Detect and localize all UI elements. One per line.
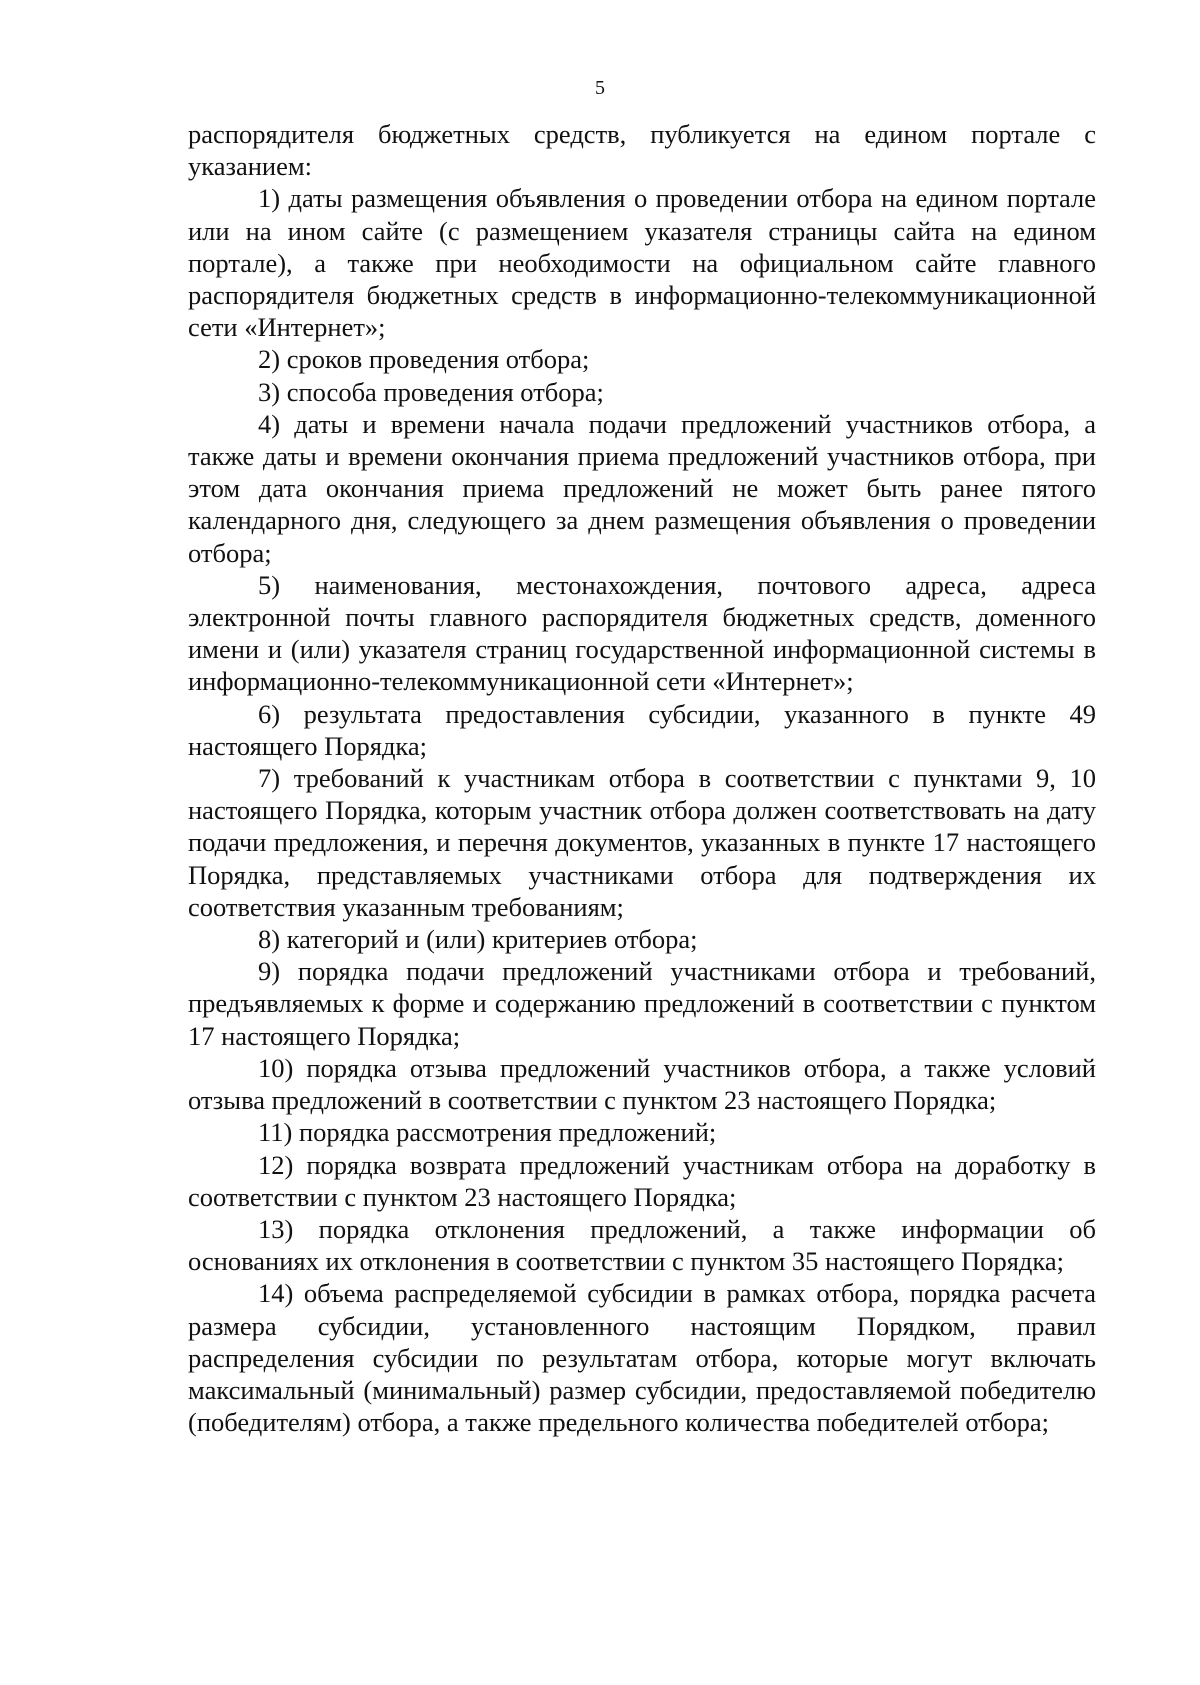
list-item-paragraph: 12) порядка возврата предложений участникам отбора на доработку в соответствии с пунктом 23 настоящего Порядка; bbox=[188, 1149, 1096, 1212]
list-item-paragraph: 6) результата предоставления субсидии, указанного в пункте 49 настоящего Порядка; bbox=[188, 698, 1096, 761]
list-item-paragraph: 7) требований к участникам отбора в соответствии с пунктами 9, 10 настоящего Порядка, которым участник отбора должен соответствовать на дату подачи предложения, и перечня документов, указанных в пункте 17 настоящего Порядка, представляемых участниками отбора для подтверждения их соответствия указанным требованиям; bbox=[188, 763, 1096, 922]
list-item-paragraph: 4) даты и времени начала подачи предложений участников отбора, а также даты и времени окончания приема предложений участников отбора, при этом дата окончания приема предложений не может быть ранее пятого календарного дня, следующего за днем размещения объявления о проведении отбора; bbox=[188, 408, 1096, 568]
list-item-paragraph: 13) порядка отклонения предложений, а также информации об основаниях их отклонения в соответствии с пунктом 35 настоящего Порядка; bbox=[188, 1213, 1096, 1277]
list-item-paragraph: 2) сроков проведения отбора; bbox=[258, 344, 590, 375]
list-item-paragraph: 1) даты размещения объявления о проведении отбора на едином портале или на ином сайте (с размещением указателя страницы сайта на едином портале), а также при необходимости на официальном сайте главного распорядителя бюджетных средств в информационно-телекоммуникационной сети «Интернет»; bbox=[188, 183, 1096, 343]
list-item-paragraph: 11) порядка рассмотрения предложений; bbox=[258, 1117, 717, 1148]
list-item-paragraph: 9) порядка подачи предложений участниками отбора и требований, предъявляемых к форме и содержанию предложений в соответствии с пунктом 17 настоящего Порядка; bbox=[188, 956, 1096, 1051]
paragraph-continuation: распорядителя бюджетных средств, публикуется на едином портале с указанием: bbox=[188, 119, 1096, 182]
list-item-paragraph: 14) объема распределяемой субсидии в рамках отбора, порядка расчета размера субсидии, установленного настоящим Порядком, правил распределения субсидии по результатам отбора, которые могут включать максимальный (минимальный) размер субсидии, предоставляемой победителю (победителям) отбора, а также предельного количества победителей отбора; bbox=[188, 1278, 1096, 1438]
list-item-paragraph: 3) способа проведения отбора; bbox=[258, 376, 604, 407]
list-item-paragraph: 10) порядка отзыва предложений участников отбора, а также условий отзыва предложений в соответствии с пунктом 23 настоящего Порядка; bbox=[188, 1052, 1096, 1116]
list-item-paragraph: 5) наименования, местонахождения, почтового адреса, адреса электронной почты главного распорядителя бюджетных средств, доменного имени и (или) указателя страниц государственной информационной системы в информационно-телекоммуникационной сети «Интернет»; bbox=[188, 569, 1096, 697]
document-body bbox=[188, 118, 1096, 1438]
list-item-paragraph: 8) категорий и (или) критериев отбора; bbox=[258, 924, 698, 955]
page-number: 5 bbox=[595, 77, 605, 99]
